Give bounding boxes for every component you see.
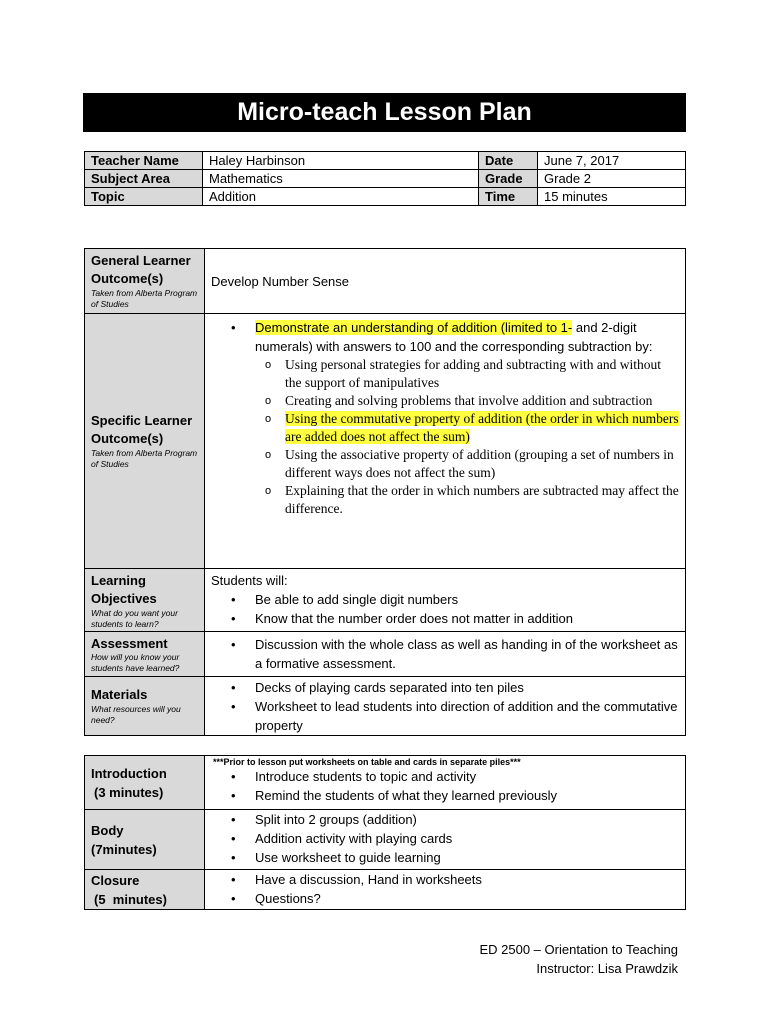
materials-item: • Worksheet to lead students into direction of addition and the commutative property — [255, 697, 679, 735]
body-item: • Addition activity with playing cards — [255, 829, 679, 848]
topic-value: Addition — [203, 188, 479, 206]
objectives-content — [205, 569, 686, 632]
grade-label: Grade — [479, 170, 538, 188]
materials-item: • Decks of playing cards separated into ten piles — [255, 678, 679, 697]
assessment-item: • Discussion with the whole class as well as handing in of the worksheet as a formative assessment. — [255, 635, 679, 673]
introduction-item: • Remind the students of what they learned previously — [255, 786, 679, 805]
objective-item: • Know that the number order does not matter in addition — [255, 609, 679, 628]
body-label-cell — [85, 810, 205, 870]
time-value: 15 minutes — [538, 188, 686, 206]
specific-outcome-sub-item — [285, 410, 679, 446]
closure-label-cell — [85, 870, 205, 910]
general-outcome-value: Develop Number Sense — [205, 249, 686, 314]
closure-list — [211, 870, 679, 908]
introduction-list — [211, 767, 679, 805]
introduction-label: Introduction — [91, 765, 167, 781]
specific-outcome-label: Specific Learner Outcome(s) — [91, 413, 193, 446]
objectives-label-cell — [85, 569, 205, 632]
assessment-content — [205, 632, 686, 677]
footer-instructor: Instructor: Lisa Prawdzik — [536, 961, 678, 976]
specific-outcome-sub-item: o Using the associative property of addition (grouping a set of numbers in different ways does not affect the sum) — [285, 446, 679, 482]
outcomes-table — [84, 248, 686, 736]
objectives-list — [211, 590, 679, 628]
assessment-label-cell — [85, 632, 205, 677]
specific-outcome-sub-highlight: Using the commutative property of addition (the order in which numbers are added does not affect the sum) — [285, 411, 679, 444]
footer-course: ED 2500 – Orientation to Teaching — [479, 942, 678, 957]
objectives-intro: Students will: — [211, 573, 288, 588]
introduction-content — [205, 756, 686, 810]
closure-content — [205, 870, 686, 910]
materials-content — [205, 677, 686, 736]
subject-area-value: Mathematics — [203, 170, 479, 188]
specific-outcome-sub-item: o Using personal strategies for adding and subtracting with and without the support of manipulatives — [285, 356, 679, 392]
page-title: Micro-teach Lesson Plan — [83, 93, 686, 132]
grade-value: Grade 2 — [538, 170, 686, 188]
closure-time: (5 minutes) — [94, 891, 167, 907]
body-item: • Use worksheet to guide learning — [255, 848, 679, 867]
time-label: Time — [479, 188, 538, 206]
specific-outcome-content — [205, 314, 686, 569]
body-time: (7minutes) — [91, 841, 157, 857]
teacher-name-value: Haley Harbinson — [203, 152, 479, 170]
introduction-time: (3 minutes) — [94, 784, 164, 800]
objectives-label: Learning Objectives — [91, 573, 157, 606]
introduction-item: • Introduce students to topic and activity — [255, 767, 679, 786]
assessment-label: Assessment — [91, 636, 168, 651]
specific-outcome-sub-item: o Explaining that the order in which numbers are subtracted may affect the difference. — [285, 482, 679, 518]
specific-outcome-main-rest: and 2-digit numerals) with answers to 100 and the corresponding subtraction by: — [255, 320, 653, 354]
specific-outcome-label-cell — [85, 314, 205, 569]
objectives-note: What do you want your students to learn? — [91, 608, 178, 629]
specific-outcome-note: Taken from Alberta Program of Studies — [91, 448, 198, 469]
specific-outcome-sublist — [211, 356, 679, 518]
materials-label: Materials — [91, 687, 148, 702]
closure-item: • Have a discussion, Hand in worksheets — [255, 870, 679, 889]
prior-lesson-note: ***Prior to lesson put worksheets on table and cards in separate piles*** — [213, 757, 521, 767]
topic-label: Topic — [85, 188, 203, 206]
teacher-name-label: Teacher Name — [85, 152, 203, 170]
specific-outcome-sub-item: o Creating and solving problems that involve addition and subtraction — [285, 392, 679, 410]
materials-list — [211, 678, 679, 735]
specific-outcome-main-highlight: Demonstrate an understanding of addition (limited to 1- — [255, 320, 573, 335]
procedure-table — [84, 755, 686, 910]
date-value: June 7, 2017 — [538, 152, 686, 170]
materials-note: What resources will you need? — [91, 704, 181, 725]
assessment-list — [211, 635, 679, 673]
subject-area-label: Subject Area — [85, 170, 203, 188]
body-label: Body — [91, 822, 124, 838]
materials-label-cell — [85, 677, 205, 736]
closure-item: • Questions? — [255, 889, 679, 908]
general-outcome-label-cell — [85, 249, 205, 314]
footer — [479, 940, 678, 978]
assessment-note: How will you know your students have learned? — [91, 652, 180, 673]
body-item: • Split into 2 groups (addition) — [255, 810, 679, 829]
general-outcome-label: General Learner Outcome(s) — [91, 253, 191, 286]
lesson-info-table — [84, 151, 686, 206]
date-label: Date — [479, 152, 538, 170]
body-content — [205, 810, 686, 870]
general-outcome-note: Taken from Alberta Program of Studies — [91, 288, 198, 309]
objective-item: • Be able to add single digit numbers — [255, 590, 679, 609]
specific-outcome-main — [255, 318, 679, 356]
introduction-label-cell — [85, 756, 205, 810]
body-list — [211, 810, 679, 867]
closure-label: Closure — [91, 872, 140, 888]
